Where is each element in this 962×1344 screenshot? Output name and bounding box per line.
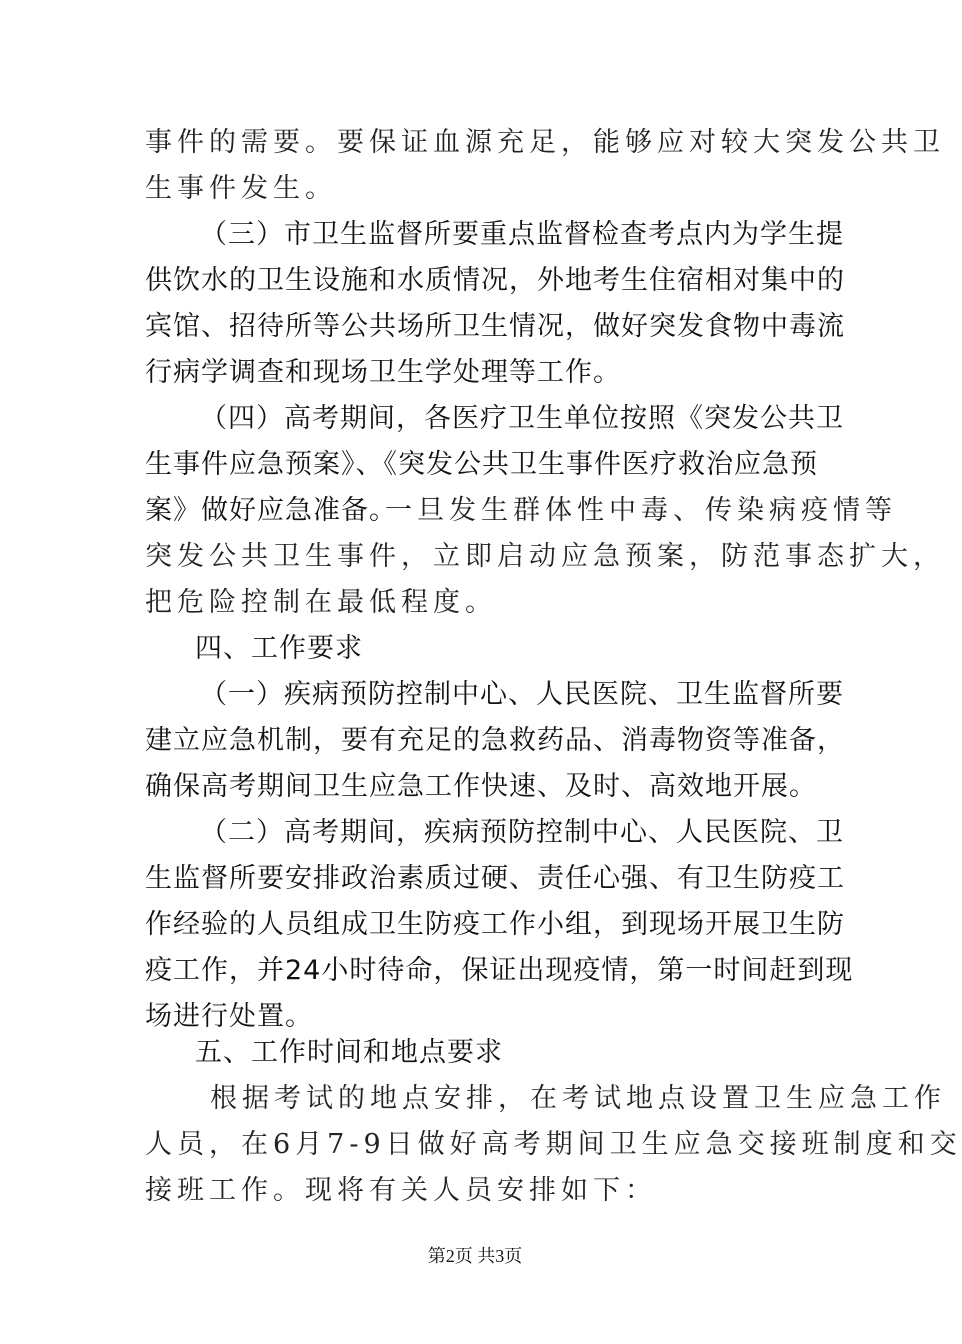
- paragraph-line: 接班工作。现将有关人员安排如下：: [145, 1175, 657, 1206]
- paragraph-line: 把危险控制在最低程度。: [145, 587, 497, 618]
- paragraph-line: （一）疾病预防控制中心、人民医院、卫生监督所要: [200, 679, 844, 710]
- paragraph-line: 确保高考期间卫生应急工作快速、及时、高效地开展。: [145, 771, 817, 802]
- paragraph-line: （四）高考期间，各医疗卫生单位按照《突发公共卫: [200, 403, 844, 434]
- paragraph-line: 场进行处置。: [145, 1001, 313, 1032]
- paragraph-line: 疫工作，并24小时待命，保证出现疫情，第一时间赶到现: [145, 955, 854, 986]
- paragraph-line: 建立应急机制，要有充足的急救药品、消毒物资等准备，: [145, 725, 845, 756]
- page-number-footer: 第2页 共3页: [427, 1246, 523, 1266]
- paragraph-line: 生事件发生。: [145, 173, 337, 204]
- section-heading: 四、工作要求: [195, 633, 363, 664]
- paragraph-line: 宾馆、招待所等公共场所卫生情况，做好突发食物中毒流: [145, 311, 845, 342]
- paragraph-line: 突发公共卫生事件，立即启动应急预案，防范事态扩大，: [145, 541, 945, 572]
- paragraph-line: （三）市卫生监督所要重点监督检查考点内为学生提: [200, 219, 844, 250]
- paragraph-line: 作经验的人员组成卫生防疫工作小组，到现场开展卫生防: [145, 909, 845, 940]
- paragraph-line: 行病学调查和现场卫生学处理等工作。: [145, 357, 621, 388]
- paragraph-line: 供饮水的卫生设施和水质情况，外地考生住宿相对集中的: [145, 265, 845, 296]
- paragraph-line: 案》做好应急准备。: [145, 495, 397, 526]
- section-heading: 五、工作时间和地点要求: [195, 1037, 503, 1068]
- paragraph-line: 根据考试的地点安排，在考试地点设置卫生应急工作: [210, 1083, 946, 1114]
- paragraph-line: 一旦发生群体性中毒、传染病疫情等: [385, 495, 897, 526]
- paragraph-line: 生事件应急预案》、《突发公共卫生事件医疗救治应急预: [145, 449, 818, 480]
- paragraph-line: 生监督所要安排政治素质过硬、责任心强、有卫生防疫工: [145, 863, 845, 894]
- paragraph-line: （二）高考期间，疾病预防控制中心、人民医院、卫: [200, 817, 844, 848]
- paragraph-line: 人员，在6月7-9日做好高考期间卫生应急交接班制度和交: [145, 1129, 962, 1160]
- paragraph-line: 事件的需要。要保证血源充足，能够应对较大突发公共卫: [145, 127, 945, 158]
